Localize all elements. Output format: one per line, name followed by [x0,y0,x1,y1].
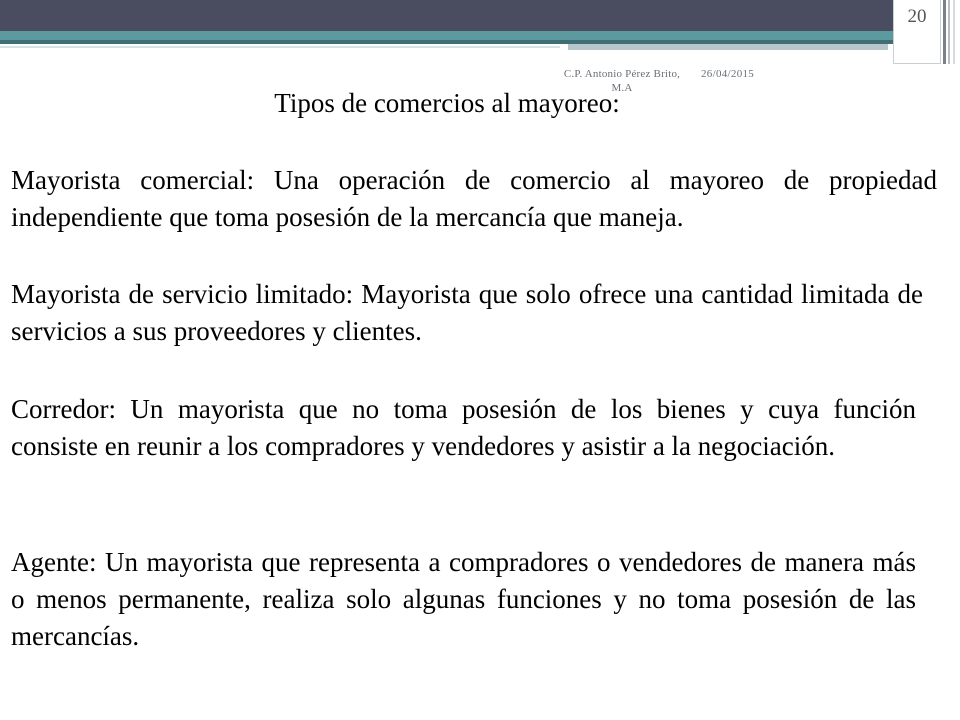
author-label: C.P. Antonio Pérez Brito, M.A [563,68,681,94]
paragraph-mayorista-servicio-limitado: Mayorista de servicio limitado: Mayorista que solo ofrece una cantidad limitada de servicios a sus proveedores y clientes. [11,279,923,346]
edge-decoration-line [948,0,950,64]
header-band-grey [568,44,888,50]
paragraph-mayorista-comercial: Mayorista comercial: Una operación de comercio al mayoreo de propiedad independiente que toma posesión de la mercancía que maneja. [11,165,937,232]
edge-decoration-line [953,0,955,64]
paragraph-corredor: Corredor: Un mayorista que no toma posesión de los bienes y cuya función consiste en reunir a los compradores y vendedores y asistir a la negociación. [11,394,916,461]
edge-decoration-line [943,0,946,64]
date-label: 26/04/2015 [701,68,755,80]
header-band-teal [0,31,940,40]
paragraph-agente: Agente: Un mayorista que representa a compradores o vendedores de manera más o menos permanente, realiza solo algunas funciones y no toma posesión de las mercancías. [11,547,916,651]
slide-number: 20 [907,6,927,27]
slide-title: Tipos de comercios al mayoreo: [274,88,620,118]
header-thin-line [0,46,560,48]
header-band-dark [0,0,940,31]
